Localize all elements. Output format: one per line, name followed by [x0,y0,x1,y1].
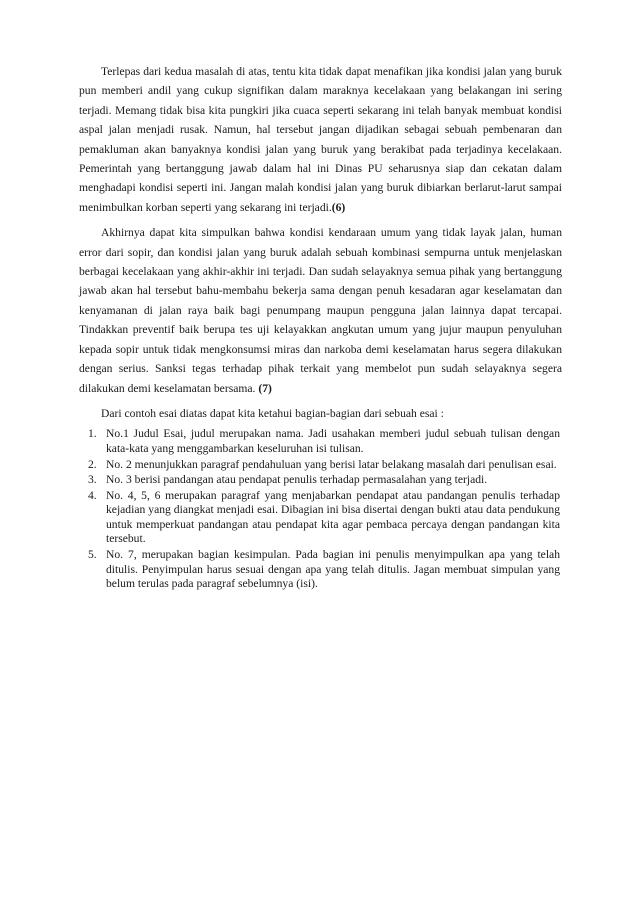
list-item-number: 3. [88,473,97,487]
paragraph-text: Terlepas dari kedua masalah di atas, tentu kita tidak dapat menafikan jika kondisi jalan yang buruk pun memberi andil yang cukup signifikan dalam maraknya kecelakaan yang belakangan ini sering terjadi. Memang tidak bisa kita pungkiri jika cuaca seperti sekarang ini telah banyak membuat kondisi aspal jalan menjadi rusak. Namun, hal tersebut jangan dijadikan sebagai sebuah pembenaran dan pemakluman akan banyaknya kondisi jalan yang buruk yang berakibat pada terjadinya kecelakaan. Pemerintah yang bertanggung jawab dalam hal ini Dinas PU seharusnya siap dan cekatan dalam menghadapi kondisi seperti ini. Jangan malah kondisi jalan yang buruk dibiarkan berlarut-larut sampai menimbulkan korban seperti yang sekarang ini terjadi. [79,65,562,214]
essay-parts-list [79,427,562,592]
list-item-text: No. 4, 5, 6 merupakan paragraf yang menjabarkan pendapat atau pandangan penulis terhadap kejadian yang diangkat menjadi esai. Dibagian ini bisa disertai dengan bukti atau data pendukung untuk memperkuat pandangan atau pendapat kita agar pembaca percaya dengan pandangan kita tersebut. [106,488,560,546]
list-intro: Dari contoh esai diatas dapat kita ketahui bagian-bagian dari sebuah esai : [101,406,444,420]
list-item [79,548,562,592]
list-item-number: 1. [88,427,97,441]
paragraph-reference-number: (6) [331,200,346,214]
list-item-text: No. 3 berisi pandangan atau pendapat penulis terhadap permasalahan yang terjadi. [106,473,488,487]
document-body [79,62,562,593]
paragraph-text: Akhirnya dapat kita simpulkan bahwa kondisi kendaraan umum yang tidak layak jalan, human error dari sopir, dan kondisi jalan yang buruk adalah sebuah kombinasi sempurna untuk menjelaskan berbagai kecelakaan yang akhir-akhir ini terjadi. Dan sudah selayaknya semua pihak yang bertanggung jawab akan hal tersebut bahu-membahu bekerja sama dengan penuh kesadaran agar keselamatan dan kenyamanan di jalan raya baik bagi penumpang maupun pengguna jalan lainnya dapat tercapai. Tindakkan preventif baik berupa tes uji kelayakkan angkutan umum yang jujur maupun penyuluhan kepada sopir untuk tidak mengkonsumsi miras dan narkoba demi keselamatan harus segera dilakukan dengan serius. Sanksi tegas terhadap pihak terkait yang membelot pun sudah selayaknya segera dilakukan demi keselamatan bersama. [79,226,562,395]
list-item-text: No. 7, merupakan bagian kesimpulan. Pada bagian ini penulis menyimpulkan apa yang telah ditulis. Penyimpulan harus sesuai dengan apa yang telah ditulis. Jagan membuat simpulan yang belum terulas pada paragraf sebelumnya (isi). [106,548,560,591]
list-item-text: No. 2 menunjukkan paragraf pendahuluan yang berisi latar belakang masalah dari penulisan esai. [106,457,557,471]
list-item [79,458,562,473]
list-item-number: 4. [88,488,97,502]
list-item-number: 5. [88,548,97,562]
list-item [79,489,562,547]
paragraph-road-conditions [79,62,562,217]
list-item [79,427,562,456]
list-item-text: No.1 Judul Esai, judul merupakan nama. Jadi usahakan memberi judul sebuah tulisan dengan kata-kata yang menggambarkan keseluruhan isi tulisan. [106,427,560,455]
paragraph-reference-number: (7) [258,381,272,395]
list-item-number: 2. [88,457,97,471]
paragraph-conclusion [79,223,562,398]
list-item [79,473,562,488]
